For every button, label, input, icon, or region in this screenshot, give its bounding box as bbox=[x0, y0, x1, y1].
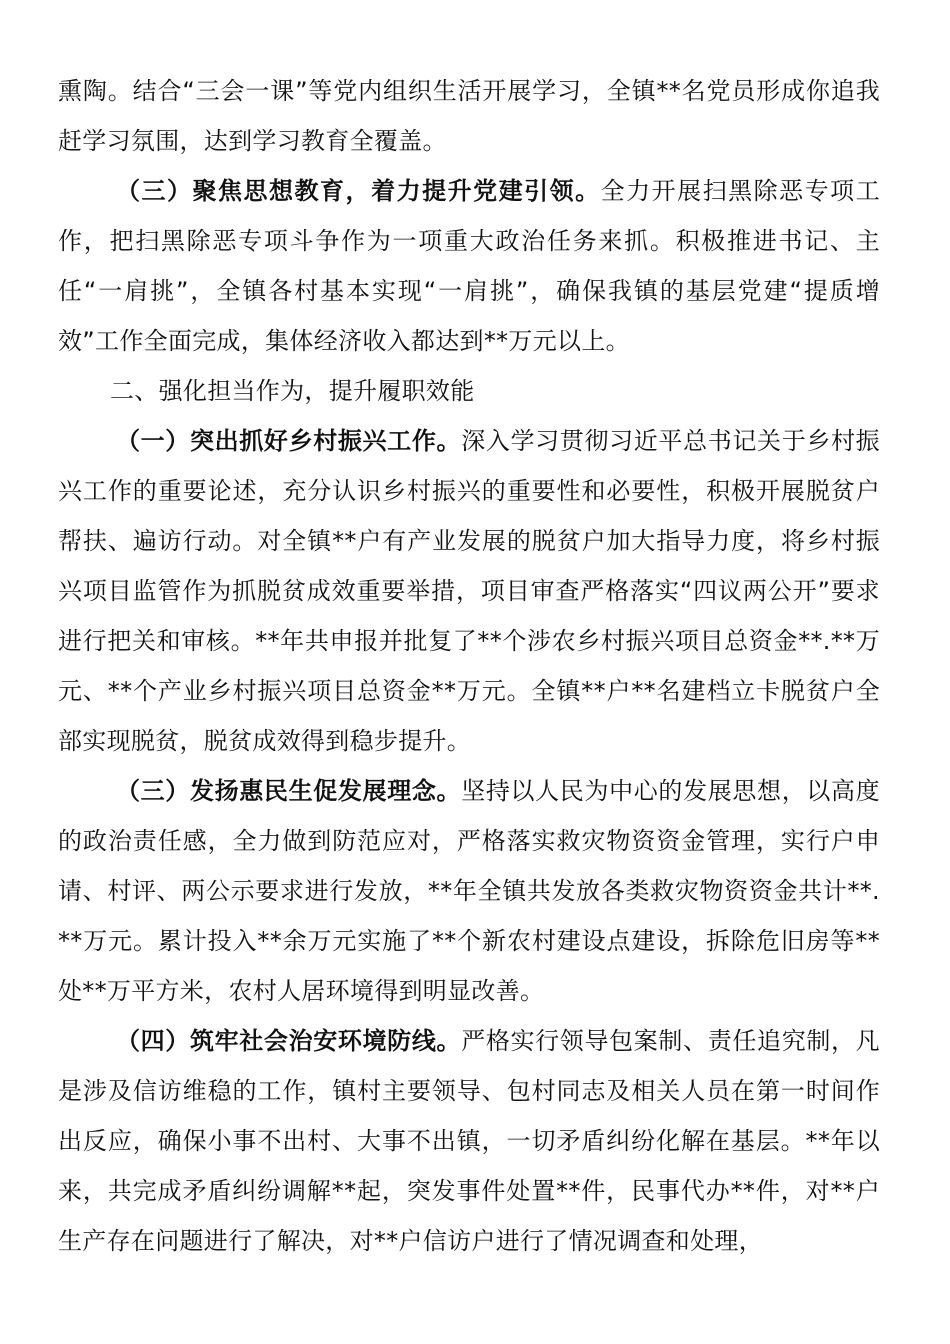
paragraph-ideology-education bbox=[58, 166, 880, 366]
paragraph-lead-heading: （三）聚焦思想教育，着力提升党建引领。 bbox=[116, 177, 601, 205]
section-heading: 二、强化担当作为，提升履职效能 bbox=[110, 377, 475, 405]
paragraph-text: 严格实行领导包案制、责任追究制，凡是涉及信访维稳的工作，镇村主要领导、包村同志及相关人员在第一时间作出反应，确保小事不出村、大事不出镇，一切矛盾纠纷化解在基层。**年以来，共完成矛盾纠纷调解**起，突发事件处置**件，民事代办**件，对**户生产存在问题进行了解决，对**户信访户进行了情况调查和处理， bbox=[58, 1027, 880, 1255]
paragraph-continuation bbox=[58, 66, 880, 166]
paragraph-text: 熏陶。结合“三会一课”等党内组织生活开展学习，全镇**名党员形成你追我赶学习氛围，达到学习教育全覆盖。 bbox=[58, 77, 880, 155]
paragraph-lead-heading: （三）发扬惠民生促发展理念。 bbox=[116, 777, 462, 805]
paragraph-text: 深入学习贯彻习近平总书记关于乡村振兴工作的重要论述，充分认识乡村振兴的重要性和必要性，积极开展脱贫户帮扶、遍访行动。对全镇**户有产业发展的脱贫户加大指导力度，将乡村振兴项目监管作为抓脱贫成效重要举措，项目审查严格落实“四议两公开”要求进行把关和审核。**年共申报并批复了**个涉农乡村振兴项目总资金**.**万元、**个产业乡村振兴项目总资金**万元。全镇**户**名建档立卡脱贫户全部实现脱贫，脱贫成效得到稳步提升。 bbox=[58, 427, 880, 755]
paragraph-public-security bbox=[58, 1016, 880, 1266]
paragraph-text: 坚持以人民为中心的发展思想，以高度的政治责任感，全力做到防范应对，严格落实救灾物资资金管理，实行户申请、村评、两公示要求进行发放，**年全镇共发放各类救灾物资资金共计**.**万元。累计投入**余万元实施了**个新农村建设点建设，拆除危旧房等**处**万平方米，农村人居环境得到明显改善。 bbox=[58, 777, 880, 1005]
document-body bbox=[58, 66, 880, 1266]
paragraph-text: 全力开展扫黑除恶专项工作，把扫黑除恶专项斗争作为一项重大政治任务来抓。积极推进书记、主任“一肩挑”，全镇各村基本实现“一肩挑”，确保我镇的基层党建“提质增效”工作全面完成，集体经济收入都达到**万元以上。 bbox=[58, 177, 880, 355]
paragraph-lead-heading: （四）筑牢社会治安环境防线。 bbox=[116, 1027, 462, 1055]
paragraph-lead-heading: （一）突出抓好乡村振兴工作。 bbox=[116, 427, 462, 455]
paragraph-livelihood bbox=[58, 766, 880, 1016]
paragraph-rural-revitalization bbox=[58, 416, 880, 766]
